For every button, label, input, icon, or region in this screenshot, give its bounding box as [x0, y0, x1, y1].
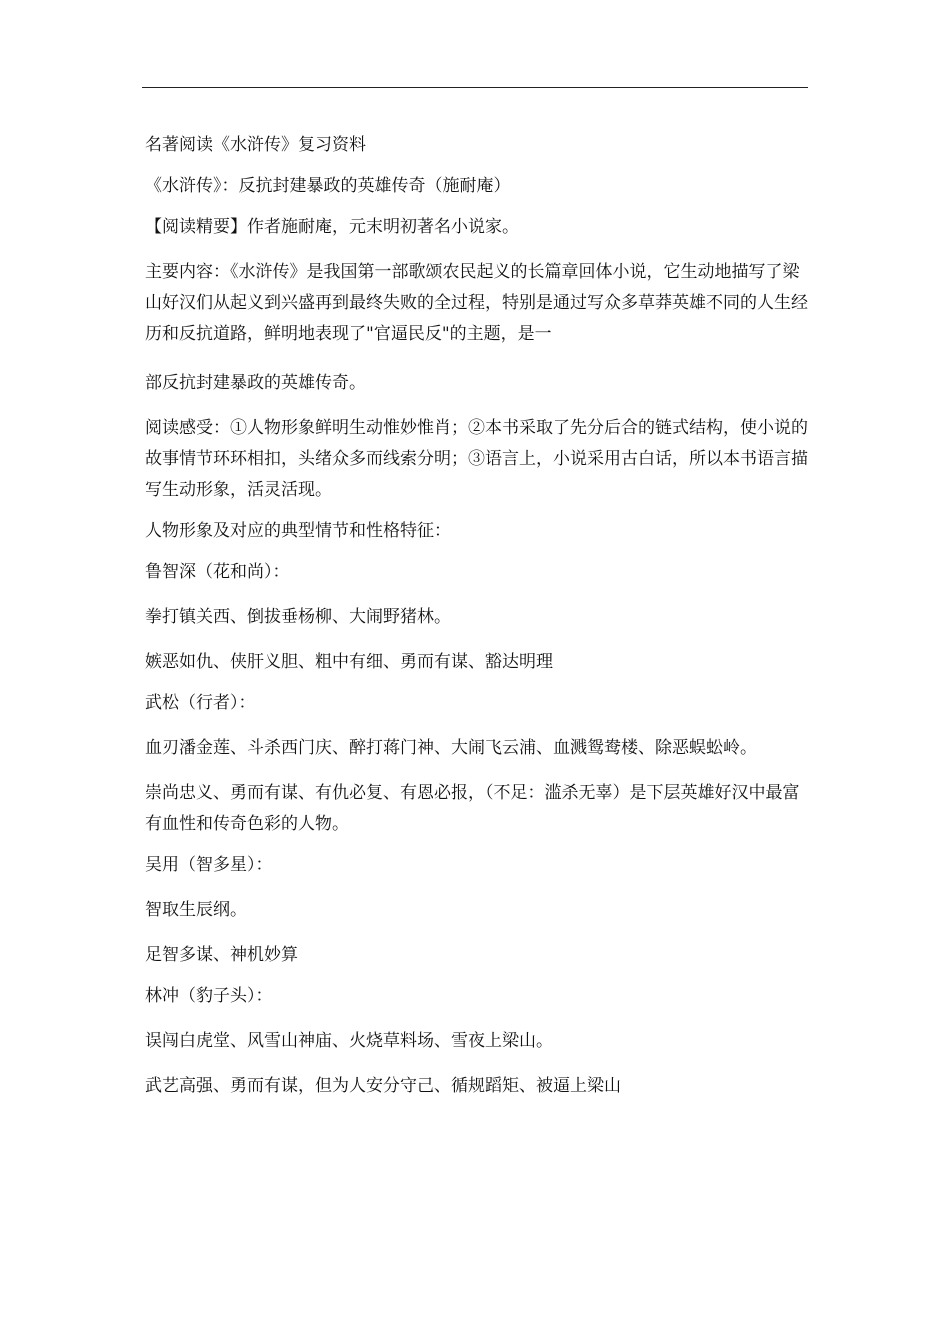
reading-impressions: 阅读感受：①人物形象鲜明生动惟妙惟肖；②本书采取了先分后合的链式结构，使小说的故事情节环环相扣，头绪众多而线索分明；③语言上，小说采用古白话，所以本书语言描写生动形象，活灵活现。: [145, 418, 808, 500]
character-traits: 足智多谋、神机妙算: [145, 945, 298, 965]
document-body: [145, 130, 810, 1116]
character-plot: 拳打镇关西、倒拔垂杨柳、大闹野猪林。: [145, 607, 451, 627]
character-name: 林冲（豹子头）：: [145, 986, 273, 1006]
character-name: 鲁智深（花和尚）：: [145, 562, 290, 582]
character-plot: 智取生辰纲。: [145, 900, 247, 920]
document-title: 名著阅读《水浒传》复习资料: [145, 135, 366, 155]
character-traits: 嫉恶如仇、侠肝义胆、粗中有细、勇而有谋、豁达明理: [145, 652, 553, 672]
character-traits: 武艺高强、勇而有谋，但为人安分守己、循规蹈矩、被逼上梁山: [145, 1076, 621, 1096]
main-content-continuation: 部反抗封建暴政的英雄传奇。: [145, 373, 366, 393]
reading-essentials: 【阅读精要】作者施耐庵，元末明初著名小说家。: [145, 217, 519, 237]
character-traits: 崇尚忠义、勇而有谋、有仇必复、有恩必报，（不足：滥杀无辜）是下层英雄好汉中最富有血性和传奇色彩的人物。: [145, 783, 800, 834]
book-subtitle: 《水浒传》：反抗封建暴政的英雄传奇（施耐庵）: [145, 176, 511, 196]
character-plot: 血刃潘金莲、斗杀西门庆、醉打蒋门神、大闹飞云浦、血溅鸳鸯楼、除恶蜈蚣岭。: [145, 738, 757, 758]
characters-heading: 人物形象及对应的典型情节和性格特征：: [145, 521, 451, 541]
main-content-paragraph: 主要内容：《水浒传》是我国第一部歌颂农民起义的长篇章回体小说，它生动地描写了梁山好汉们从起义到兴盛再到最终失败的全过程，特别是通过写众多草莽英雄不同的人生经历和反抗道路，鲜明地表现了"官逼民反"的主题，是一: [145, 262, 808, 344]
character-plot: 误闯白虎堂、风雪山神庙、火烧草料场、雪夜上梁山。: [145, 1031, 553, 1051]
character-name: 武松（行者）：: [145, 693, 256, 713]
header-rule: [142, 87, 808, 88]
character-name: 吴用（智多星）：: [145, 855, 273, 875]
